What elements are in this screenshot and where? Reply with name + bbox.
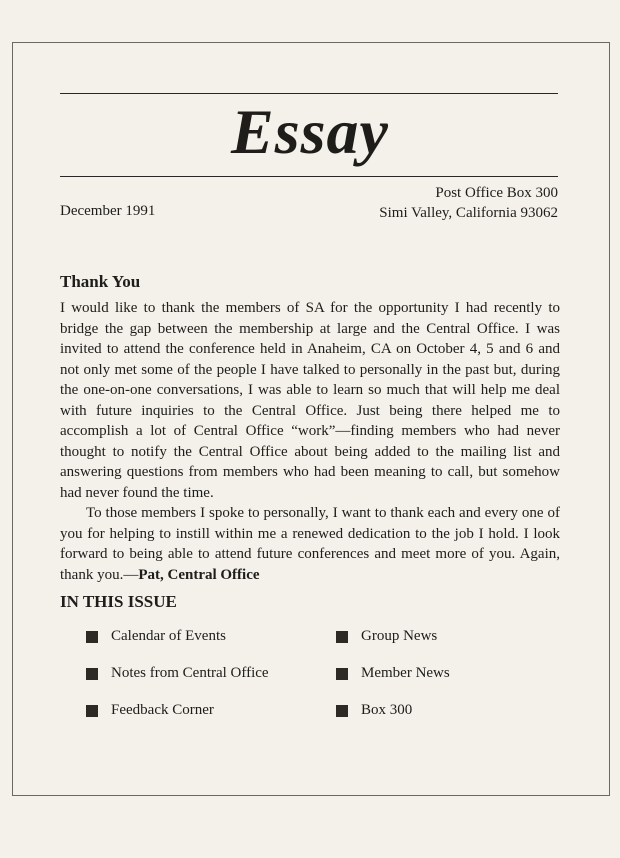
article-paragraph-2 [60,503,560,585]
masthead-title: Essay [231,96,389,167]
in-this-issue-list [86,628,546,728]
address-line-2: Simi Valley, California 93062 [379,205,558,221]
issue-item-box-300 [336,702,412,719]
issue-item-label: Box 300 [361,702,413,718]
issue-date: December 1991 [60,203,156,219]
address-line-1: Post Office Box 300 [435,185,558,201]
issue-item-calendar [86,628,226,645]
square-bullet-icon [86,705,98,717]
issue-item-label: Calendar of Events [111,628,226,644]
article-heading: Thank You [60,272,141,291]
square-bullet-icon [86,668,98,680]
issue-item-label: Feedback Corner [111,702,214,718]
square-bullet-icon [336,705,348,717]
article-signature: Pat, Central Office [138,566,260,583]
square-bullet-icon [86,631,98,643]
issue-item-group-news [336,628,437,645]
issue-item-feedback [86,702,214,719]
in-this-issue-heading: IN THIS ISSUE [60,592,177,611]
issue-item-label: Group News [361,628,438,644]
article-paragraph-1: I would like to thank the members of SA for the opportunity I had recently to bridge the gap between the membership at large and the Central Office. I was invited to attend the conference held in Anaheim, CA on October 4, 5 and 6 and not only met some of the people I have talked to personally in the past but, during the one-on-one conversations, I was able to learn so much that will help me deal with future inquiries to the Central Office. Just being there helped me to accomplish a lot of Central Office “work”—finding members who had never thought to notify the Central Office about being added to the mailing list and answering questions from members who had been meaning to call, but somehow had never found the time. [60,300,560,501]
masthead-top-rule [60,93,558,94]
article-paragraph-2-text: To those members I spoke to personally, I want to thank each and every one of you for helping to instill within me a renewed dedication to the job I hold. I look forward to being able to attend future conferences and meet more of you. Again, thank you.— [60,505,560,583]
masthead-bottom-rule [60,176,558,177]
issue-item-label: Member News [361,665,450,681]
issue-item-central-office [86,665,269,682]
mailing-address [379,183,558,223]
square-bullet-icon [336,631,348,643]
issue-item-member-news [336,665,450,682]
square-bullet-icon [336,668,348,680]
issue-item-label: Notes from Central Office [111,665,269,681]
article-body [60,298,560,585]
